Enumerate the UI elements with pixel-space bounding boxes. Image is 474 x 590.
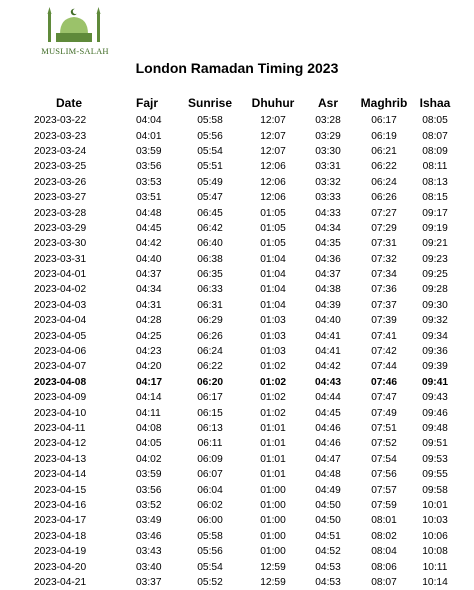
mosque-icon (42, 6, 106, 46)
cell-fajr: 03:40 (136, 561, 162, 573)
cell-sunrise: 05:54 (197, 561, 223, 573)
cell-sunrise: 06:31 (197, 299, 223, 311)
cell-asr: 04:36 (315, 253, 341, 265)
cell-asr: 04:41 (315, 346, 341, 358)
cell-fajr: 04:42 (136, 238, 162, 250)
table-row (34, 298, 456, 313)
table-row (34, 452, 456, 467)
cell-maghrib: 07:52 (371, 438, 397, 450)
table-row (34, 282, 456, 297)
cell-fajr: 03:43 (136, 546, 162, 558)
page-title: London Ramadan Timing 2023 (135, 60, 339, 76)
cell-fajr: 03:51 (136, 192, 162, 204)
cell-date: 2023-03-29 (34, 222, 87, 234)
cell-asr: 04:46 (315, 423, 341, 434)
logo-text: MUSLIM-SALAH (41, 46, 109, 56)
cell-date: 2023-04-10 (34, 407, 87, 419)
cell-fajr: 04:45 (136, 222, 162, 234)
cell-ishaa: 09:55 (422, 469, 448, 481)
cell-sunrise: 06:17 (197, 392, 223, 404)
cell-ishaa: 09:51 (422, 438, 448, 450)
cell-sunrise: 05:52 (197, 576, 223, 588)
table-row (34, 421, 456, 436)
cell-sunrise: 06:09 (197, 453, 223, 465)
cell-maghrib: 06:22 (371, 161, 397, 173)
header-date: Date (56, 96, 83, 110)
cell-sunrise: 06:38 (197, 253, 223, 265)
cell-dhuhur: 01:00 (260, 484, 286, 496)
cell-asr: 04:39 (315, 299, 341, 311)
cell-sunrise: 05:58 (197, 530, 223, 542)
table-row (34, 436, 456, 451)
cell-asr: 04:38 (315, 284, 341, 296)
cell-sunrise: 05:56 (197, 130, 223, 142)
cell-maghrib: 07:51 (371, 423, 397, 434)
cell-asr: 04:49 (315, 484, 341, 496)
cell-sunrise: 06:04 (197, 484, 223, 496)
cell-dhuhur: 01:04 (260, 269, 286, 281)
table-row (34, 529, 456, 544)
table-row (34, 390, 456, 405)
cell-sunrise: 06:24 (197, 346, 223, 358)
cell-date: 2023-04-14 (34, 469, 87, 481)
table-row (34, 575, 456, 590)
cell-maghrib: 08:04 (371, 546, 397, 558)
cell-date: 2023-03-26 (34, 176, 87, 188)
cell-maghrib: 07:46 (370, 376, 398, 388)
table-row (34, 144, 456, 159)
cell-maghrib: 06:26 (371, 192, 397, 204)
cell-date: 2023-04-12 (34, 438, 87, 450)
cell-sunrise: 06:02 (197, 499, 223, 511)
cell-asr: 04:37 (315, 269, 341, 281)
cell-date: 2023-04-18 (34, 530, 87, 542)
cell-dhuhur: 01:05 (260, 238, 286, 250)
table-row (34, 328, 456, 343)
header-asr: Asr (317, 96, 338, 110)
table-row (34, 544, 456, 559)
cell-dhuhur: 01:03 (260, 330, 286, 342)
cell-asr: 04:41 (315, 330, 341, 342)
cell-maghrib: 08:01 (371, 515, 397, 527)
cell-ishaa: 08:07 (422, 130, 448, 142)
cell-maghrib: 07:54 (371, 453, 397, 465)
cell-maghrib: 07:59 (371, 499, 397, 511)
table-row (34, 375, 456, 390)
cell-fajr: 03:52 (136, 499, 162, 511)
cell-date: 2023-03-23 (34, 130, 87, 142)
cell-maghrib: 07:39 (371, 315, 397, 327)
cell-fajr: 03:59 (136, 469, 162, 481)
cell-asr: 04:40 (315, 315, 341, 327)
table-row (34, 221, 456, 236)
table-row (34, 175, 456, 190)
cell-date: 2023-03-24 (34, 145, 87, 157)
cell-asr: 04:50 (315, 515, 341, 527)
cell-dhuhur: 01:02 (260, 392, 286, 404)
cell-fajr: 04:05 (136, 438, 162, 450)
cell-fajr: 03:46 (136, 530, 162, 542)
cell-sunrise: 05:58 (197, 115, 223, 127)
table-row (34, 267, 456, 282)
cell-asr: 03:31 (315, 161, 341, 173)
cell-ishaa: 09:32 (422, 315, 448, 327)
cell-dhuhur: 12:59 (260, 576, 286, 588)
cell-date: 2023-04-04 (34, 315, 87, 327)
cell-asr: 03:32 (315, 176, 341, 188)
cell-fajr: 03:56 (136, 161, 162, 173)
cell-fajr: 04:37 (136, 269, 162, 281)
cell-ishaa: 09:46 (422, 407, 448, 419)
cell-ishaa: 09:30 (422, 299, 448, 311)
cell-date: 2023-04-11 (34, 423, 86, 434)
cell-fajr: 04:25 (136, 330, 162, 342)
header-fajr: Fajr (135, 96, 158, 110)
ramadan-timing-table (34, 93, 456, 590)
cell-maghrib: 07:31 (371, 238, 397, 250)
cell-sunrise: 05:54 (197, 145, 223, 157)
cell-maghrib: 08:06 (371, 561, 397, 573)
brand-logo (34, 6, 116, 58)
cell-maghrib: 07:32 (371, 253, 397, 265)
cell-fajr: 03:49 (136, 515, 162, 527)
cell-asr: 04:46 (315, 438, 341, 450)
cell-date: 2023-04-21 (34, 576, 87, 588)
cell-dhuhur: 01:02 (259, 376, 287, 388)
cell-fajr: 04:48 (136, 207, 162, 219)
cell-date: 2023-03-30 (34, 238, 87, 250)
cell-asr: 04:44 (315, 392, 341, 404)
cell-sunrise: 06:35 (197, 269, 223, 281)
cell-maghrib: 06:24 (371, 176, 397, 188)
cell-date: 2023-04-06 (34, 346, 87, 358)
cell-ishaa: 10:14 (422, 576, 448, 588)
cell-date: 2023-04-09 (34, 392, 87, 404)
cell-asr: 03:33 (315, 192, 341, 204)
table-row (34, 113, 456, 128)
cell-date: 2023-04-01 (34, 269, 87, 281)
cell-asr: 04:34 (315, 222, 341, 234)
cell-maghrib: 07:41 (371, 330, 397, 342)
cell-ishaa: 09:58 (422, 484, 448, 496)
cell-fajr: 04:17 (136, 376, 163, 388)
cell-ishaa: 08:15 (422, 192, 448, 204)
cell-dhuhur: 01:00 (260, 515, 286, 527)
cell-sunrise: 06:11 (197, 438, 223, 450)
cell-dhuhur: 01:01 (260, 469, 286, 481)
cell-ishaa: 09:25 (422, 269, 448, 281)
cell-asr: 04:33 (315, 207, 341, 219)
cell-asr: 04:35 (315, 238, 341, 250)
cell-ishaa: 10:08 (422, 546, 448, 558)
cell-date: 2023-03-22 (34, 115, 87, 127)
cell-ishaa: 09:34 (422, 330, 448, 342)
cell-fajr: 03:59 (136, 145, 162, 157)
cell-sunrise: 06:33 (197, 284, 223, 296)
cell-fajr: 04:23 (136, 346, 162, 358)
cell-dhuhur: 01:02 (260, 361, 286, 373)
table-row (34, 559, 456, 574)
cell-dhuhur: 01:04 (260, 253, 286, 265)
cell-ishaa: 09:36 (422, 346, 448, 358)
cell-date: 2023-04-19 (34, 546, 87, 558)
table-row (34, 190, 456, 205)
header-row (34, 93, 456, 113)
cell-dhuhur: 12:59 (260, 561, 286, 573)
cell-date: 2023-04-17 (34, 515, 87, 527)
table-row (34, 205, 456, 220)
cell-dhuhur: 01:01 (260, 423, 286, 434)
cell-ishaa: 10:01 (422, 499, 448, 511)
cell-maghrib: 07:36 (371, 284, 397, 296)
table-body (34, 113, 456, 590)
cell-asr: 04:43 (314, 376, 342, 388)
cell-ishaa: 08:05 (422, 115, 448, 127)
cell-asr: 03:29 (315, 130, 341, 142)
cell-dhuhur: 01:03 (260, 346, 286, 358)
table-row (34, 236, 456, 251)
cell-sunrise: 06:26 (197, 330, 223, 342)
cell-ishaa: 10:06 (422, 530, 448, 542)
cell-fajr: 04:11 (136, 407, 161, 419)
cell-date: 2023-04-07 (34, 361, 87, 373)
cell-ishaa: 09:41 (421, 376, 449, 388)
cell-sunrise: 06:07 (197, 469, 223, 481)
header-dhuhur: Dhuhur (251, 96, 295, 110)
cell-dhuhur: 01:02 (260, 407, 286, 419)
cell-fajr: 04:34 (136, 284, 162, 296)
cell-sunrise: 06:40 (197, 238, 223, 250)
cell-dhuhur: 01:05 (260, 207, 286, 219)
cell-asr: 03:28 (315, 115, 341, 127)
cell-dhuhur: 01:01 (260, 438, 286, 450)
cell-asr: 04:48 (315, 469, 341, 481)
cell-dhuhur: 12:06 (260, 161, 286, 173)
table-row (34, 344, 456, 359)
cell-date: 2023-04-16 (34, 499, 87, 511)
cell-date: 2023-04-02 (34, 284, 87, 296)
cell-fajr: 04:31 (136, 299, 162, 311)
cell-asr: 04:51 (315, 530, 341, 542)
cell-asr: 04:53 (315, 576, 341, 588)
table-row (34, 467, 456, 482)
cell-asr: 03:30 (315, 145, 341, 157)
header-maghrib: Maghrib (360, 96, 408, 110)
table-row (34, 482, 456, 497)
cell-fajr: 03:37 (136, 576, 162, 588)
cell-fajr: 04:04 (136, 115, 162, 127)
cell-ishaa: 09:48 (422, 423, 448, 434)
cell-asr: 04:47 (315, 453, 341, 465)
cell-fajr: 04:01 (136, 130, 162, 142)
table-row (34, 313, 456, 328)
cell-maghrib: 06:21 (371, 145, 397, 157)
cell-sunrise: 05:47 (197, 192, 223, 204)
header-ishaa: Ishaa (419, 96, 451, 110)
cell-fajr: 04:20 (136, 361, 162, 373)
cell-fajr: 03:56 (136, 484, 162, 496)
cell-ishaa: 09:53 (422, 453, 448, 465)
cell-asr: 04:42 (315, 361, 341, 373)
cell-asr: 04:50 (315, 499, 341, 511)
cell-date: 2023-03-31 (34, 253, 87, 265)
cell-sunrise: 06:13 (197, 423, 223, 434)
cell-sunrise: 05:56 (197, 546, 223, 558)
cell-dhuhur: 01:04 (260, 284, 286, 296)
cell-sunrise: 06:29 (197, 315, 223, 327)
cell-date: 2023-03-28 (34, 207, 87, 219)
cell-maghrib: 07:57 (371, 484, 397, 496)
cell-maghrib: 07:37 (371, 299, 397, 311)
cell-fajr: 03:53 (136, 176, 162, 188)
cell-dhuhur: 01:04 (260, 299, 286, 311)
cell-dhuhur: 12:06 (260, 176, 286, 188)
cell-sunrise: 06:42 (197, 222, 223, 234)
cell-maghrib: 07:27 (371, 207, 397, 219)
table-row (34, 513, 456, 528)
cell-asr: 04:52 (315, 546, 341, 558)
cell-sunrise: 05:51 (197, 161, 223, 173)
cell-maghrib: 08:07 (371, 576, 397, 588)
cell-ishaa: 08:09 (422, 145, 448, 157)
cell-ishaa: 10:11 (422, 561, 448, 573)
cell-maghrib: 07:56 (371, 469, 397, 481)
header-sunrise: Sunrise (187, 96, 232, 110)
cell-maghrib: 08:02 (371, 530, 397, 542)
cell-date: 2023-04-03 (34, 299, 87, 311)
table-row (34, 128, 456, 143)
cell-maghrib: 07:49 (371, 407, 397, 419)
cell-dhuhur: 01:00 (260, 546, 286, 558)
cell-sunrise: 06:22 (197, 361, 223, 373)
cell-ishaa: 08:11 (422, 161, 448, 173)
cell-sunrise: 06:15 (197, 407, 223, 419)
table-row (34, 159, 456, 174)
cell-maghrib: 07:34 (371, 269, 397, 281)
cell-ishaa: 09:43 (422, 392, 448, 404)
cell-date: 2023-04-13 (34, 453, 87, 465)
cell-fajr: 04:14 (136, 392, 162, 404)
cell-dhuhur: 12:07 (260, 145, 286, 157)
cell-sunrise: 06:20 (196, 376, 224, 388)
cell-maghrib: 07:42 (371, 346, 397, 358)
cell-ishaa: 09:28 (422, 284, 448, 296)
cell-dhuhur: 12:06 (260, 192, 286, 204)
cell-asr: 04:53 (315, 561, 341, 573)
cell-dhuhur: 12:07 (260, 115, 286, 127)
cell-ishaa: 09:19 (422, 222, 448, 234)
cell-sunrise: 05:49 (197, 176, 223, 188)
cell-fajr: 04:08 (136, 423, 162, 434)
cell-fajr: 04:28 (136, 315, 162, 327)
cell-fajr: 04:40 (136, 253, 162, 265)
table-row (34, 252, 456, 267)
cell-dhuhur: 01:00 (260, 499, 286, 511)
cell-date: 2023-03-27 (34, 192, 87, 204)
cell-date: 2023-04-05 (34, 330, 87, 342)
cell-date: 2023-04-20 (34, 561, 87, 573)
cell-dhuhur: 01:00 (260, 530, 286, 542)
cell-date: 2023-04-15 (34, 484, 87, 496)
cell-ishaa: 09:21 (422, 238, 448, 250)
table-row (34, 405, 456, 420)
cell-maghrib: 07:29 (371, 222, 397, 234)
cell-sunrise: 06:45 (197, 207, 223, 219)
table-row (34, 498, 456, 513)
cell-ishaa: 08:13 (422, 176, 448, 188)
cell-dhuhur: 01:03 (260, 315, 286, 327)
cell-date: 2023-04-08 (34, 376, 87, 388)
cell-dhuhur: 12:07 (260, 130, 286, 142)
cell-dhuhur: 01:01 (260, 453, 286, 465)
cell-asr: 04:45 (315, 407, 341, 419)
cell-maghrib: 07:44 (371, 361, 397, 373)
cell-dhuhur: 01:05 (260, 222, 286, 234)
cell-maghrib: 07:47 (371, 392, 397, 404)
cell-maghrib: 06:17 (371, 115, 397, 127)
cell-sunrise: 06:00 (197, 515, 223, 527)
cell-ishaa: 09:23 (422, 253, 448, 265)
cell-ishaa: 09:39 (422, 361, 448, 373)
cell-ishaa: 09:17 (422, 207, 448, 219)
cell-maghrib: 06:19 (371, 130, 397, 142)
cell-fajr: 04:02 (136, 453, 162, 465)
table-row (34, 359, 456, 374)
cell-ishaa: 10:03 (422, 515, 448, 527)
cell-date: 2023-03-25 (34, 161, 87, 173)
